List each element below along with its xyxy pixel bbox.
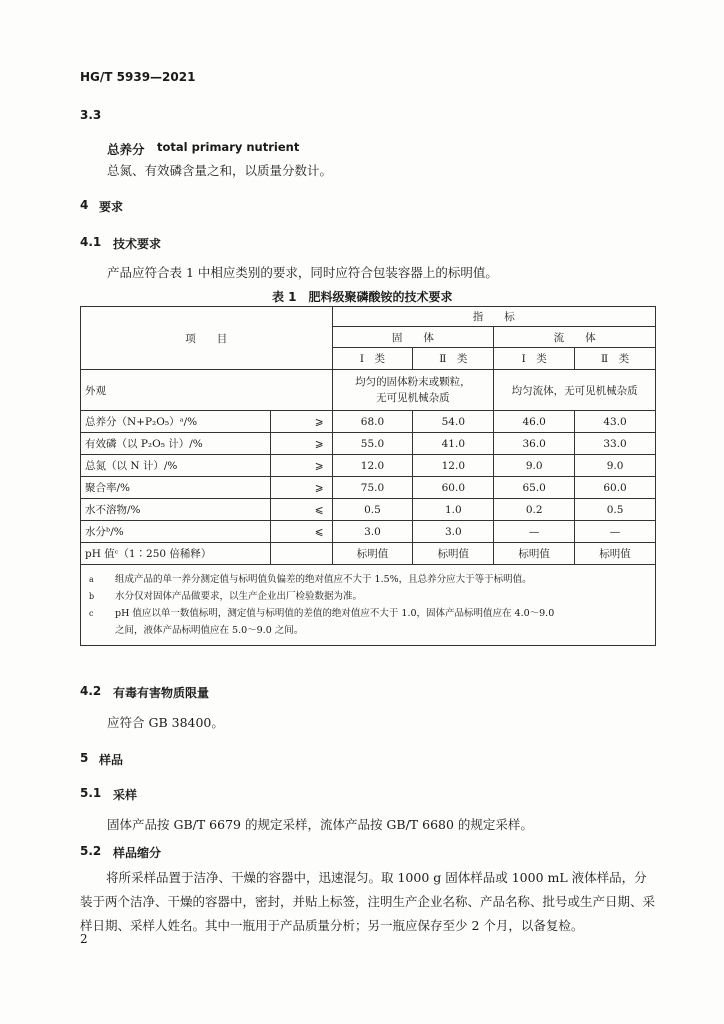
- cell-solid-class1: 标明值: [332, 543, 413, 565]
- section-4-2-body: 应符合 GB 38400。: [107, 715, 224, 730]
- col-header-item: 项 目: [81, 307, 333, 370]
- cell-liquid-class1: —: [494, 521, 575, 543]
- col-header-solid: 固 体: [332, 327, 494, 348]
- section-5-1-body: 固体产品按 GB/T 6679 的规定采样，流体产品按 GB/T 6680 的规定采样。: [107, 817, 533, 832]
- cell-solid-class2: 标明值: [413, 543, 494, 565]
- cell-liquid-class2: 9.0: [575, 455, 656, 477]
- table-row-appearance: [81, 370, 656, 411]
- row-label: 水不溶物/%: [81, 499, 271, 521]
- section-4-title: 要求: [99, 200, 124, 214]
- cell-liquid-class1: 46.0: [494, 411, 575, 433]
- row-label: 总氮（以 N 计）/%: [81, 455, 271, 477]
- cell-solid-class1: 12.0: [332, 455, 413, 477]
- row-label: 外观: [81, 370, 333, 411]
- table-row: [81, 455, 656, 477]
- cell-solid-class1: 55.0: [332, 433, 413, 455]
- cell-liquid-class2: 标明值: [575, 543, 656, 565]
- cell-solid-class1: 68.0: [332, 411, 413, 433]
- cell-solid-class2: 41.0: [413, 433, 494, 455]
- section-5-2-number: 5.2: [80, 844, 102, 858]
- cell-solid-class1: 3.0: [332, 521, 413, 543]
- section-4-1-number: 4.1: [80, 235, 102, 249]
- term-definition: 总氮、有效磷含量之和，以质量分数计。: [107, 163, 333, 178]
- row-label: 聚合率/%: [81, 477, 271, 499]
- row-label: 有效磷（以 P₂O₅ 计）/%: [81, 433, 271, 455]
- note-mark: c: [89, 609, 94, 618]
- table-note: [89, 571, 647, 588]
- row-label: 水分ᵇ/%: [81, 521, 271, 543]
- col-header-solid-class1: Ⅰ 类: [332, 348, 413, 370]
- section-5-2-body: 将所采样品置于洁净、干燥的容器中，迅速混匀。取 1000 g 固体样品或 1000 mL 液体样品，分装于两个洁净、干燥的容器中，密封，并贴上标签，注明生产企业名称、产品名称、批号或生产日期、采样日期、采样人姓名。其中一瓶用于产品质量分析；另一瓶应保存至少 2 个月，以备复检。: [80, 870, 656, 933]
- cell-liquid-class2: 33.0: [575, 433, 656, 455]
- table-row: [81, 477, 656, 499]
- cell-liquid-class2: 43.0: [575, 411, 656, 433]
- table-note: [89, 605, 647, 622]
- col-header-liquid-class1: Ⅰ 类: [494, 348, 575, 370]
- col-header-liquid: 流 体: [494, 327, 656, 348]
- note-mark: b: [89, 592, 95, 601]
- row-operator: ⩾: [270, 455, 332, 477]
- table-row: [81, 543, 656, 565]
- row-label: pH 值ᶜ（1∶250 倍稀释）: [81, 543, 271, 565]
- cell-liquid-class2: —: [575, 521, 656, 543]
- section-4-1-title: 技术要求: [113, 237, 162, 251]
- table-note-continuation: 之间，液体产品标明值应在 5.0～9.0 之间。: [115, 625, 304, 636]
- row-operator: [270, 543, 332, 565]
- spec-table: [80, 306, 656, 646]
- standard-code: HG/T 5939—2021: [80, 70, 196, 84]
- cell-liquid-class2: 0.5: [575, 499, 656, 521]
- term-cn: 总养分: [107, 142, 145, 157]
- cell-solid-class2: 60.0: [413, 477, 494, 499]
- term-en: total primary nutrient: [157, 140, 300, 154]
- appearance-liquid: 均匀流体，无可见机械杂质: [494, 370, 656, 411]
- cell-solid-class2: 1.0: [413, 499, 494, 521]
- section-4-number: 4: [80, 198, 89, 212]
- row-operator: ⩾: [270, 433, 332, 455]
- table-row: [81, 521, 656, 543]
- cell-solid-class2: 3.0: [413, 521, 494, 543]
- table-caption: 表 1 肥料级聚磷酸铵的技术要求: [272, 290, 453, 304]
- note-text: 组成产品的单一养分测定值与标明值负偏差的绝对值应不大于 1.5%，且总养分应大于等于标明值。: [115, 574, 532, 585]
- section-4-2-number: 4.2: [80, 684, 102, 698]
- col-header-liquid-class2: Ⅱ 类: [575, 348, 656, 370]
- table-row: [81, 411, 656, 433]
- cell-solid-class2: 54.0: [413, 411, 494, 433]
- table-header-row: [81, 307, 656, 327]
- section-5-1-number: 5.1: [80, 786, 102, 800]
- note-text: 水分仅对固体产品做要求，以生产企业出厂检验数据为准。: [115, 591, 363, 602]
- cell-solid-class2: 12.0: [413, 455, 494, 477]
- row-label: 总养分（N+P₂O₅）ᵃ/%: [81, 411, 271, 433]
- table-row: [81, 433, 656, 455]
- cell-liquid-class2: 60.0: [575, 477, 656, 499]
- cell-liquid-class1: 36.0: [494, 433, 575, 455]
- appearance-solid: 均匀的固体粉末或颗粒，无可见机械杂质: [332, 370, 494, 411]
- section-4-1-body: 产品应符合表 1 中相应类别的要求，同时应符合包装容器上的标明值。: [107, 265, 498, 280]
- section-5-2-title: 样品缩分: [113, 846, 162, 860]
- table-row: [81, 499, 656, 521]
- cell-liquid-class1: 标明值: [494, 543, 575, 565]
- table-note: [89, 588, 647, 605]
- note-text: pH 值应以单一数值标明，测定值与标明值的差值的绝对值应不大于 1.0，固体产品标明值应在 4.0～9.0: [115, 608, 555, 619]
- section-5-title: 样品: [99, 753, 124, 767]
- section-5-1-title: 采样: [113, 788, 138, 802]
- row-operator: ⩽: [270, 521, 332, 543]
- cell-solid-class1: 0.5: [332, 499, 413, 521]
- row-operator: ⩾: [270, 477, 332, 499]
- row-operator: ⩾: [270, 411, 332, 433]
- row-operator: ⩽: [270, 499, 332, 521]
- cell-liquid-class1: 9.0: [494, 455, 575, 477]
- cell-liquid-class1: 0.2: [494, 499, 575, 521]
- col-header-solid-class2: Ⅱ 类: [413, 348, 494, 370]
- note-mark: a: [89, 575, 94, 584]
- table-notes: [81, 565, 656, 646]
- cell-liquid-class1: 65.0: [494, 477, 575, 499]
- col-header-index: 指 标: [332, 307, 655, 327]
- section-5-number: 5: [80, 751, 89, 765]
- section-3-3-number: 3.3: [80, 108, 102, 122]
- table-notes-row: [81, 565, 656, 646]
- page-number: 2: [80, 932, 88, 946]
- cell-solid-class1: 75.0: [332, 477, 413, 499]
- section-4-2-title: 有毒有害物质限量: [113, 686, 210, 700]
